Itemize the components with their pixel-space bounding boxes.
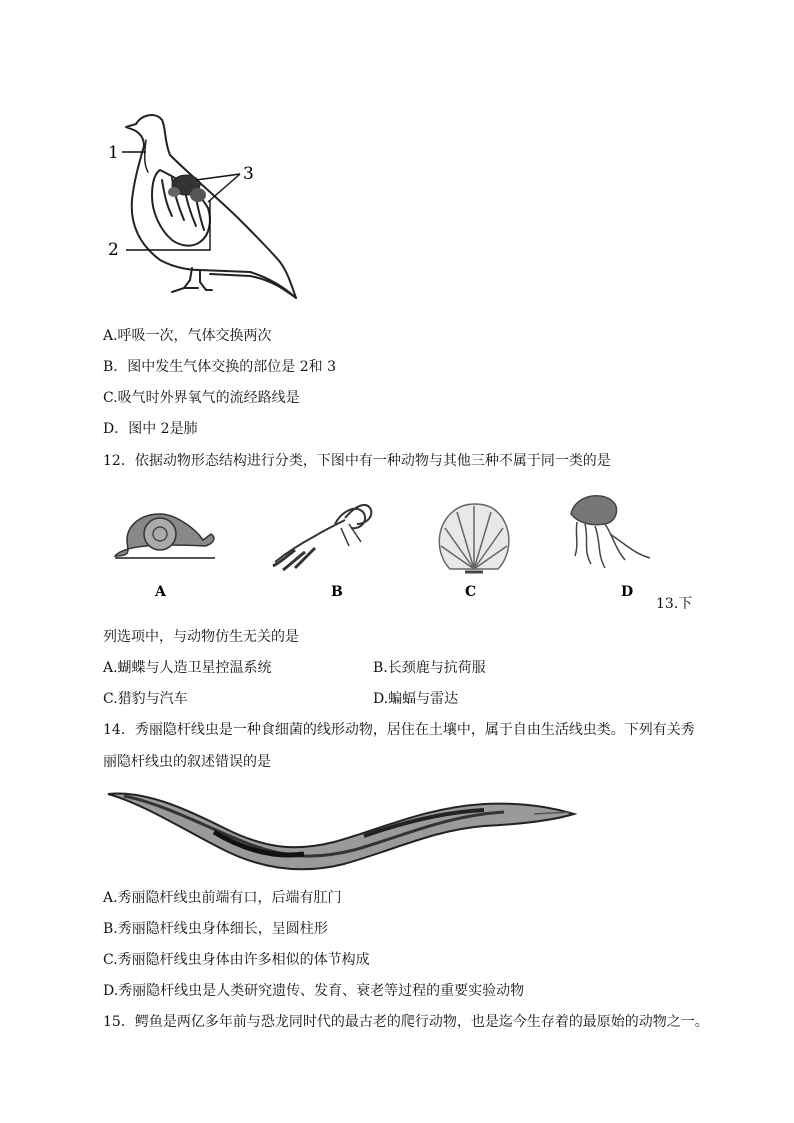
jellyfish-drawing: [571, 496, 650, 568]
q13-option-a: A.蝴蝶与人造卫星控温系统: [103, 660, 272, 676]
animal-label-a: A: [155, 584, 166, 600]
q13-option-d: D.蝙蝠与雷达: [373, 691, 459, 707]
animals-figure: [105, 484, 665, 608]
label-2: 2: [108, 240, 119, 260]
q11-option-d: D．图中 2是肺: [103, 421, 198, 437]
scallop-drawing: [439, 504, 509, 572]
q13-stem-start: 13.下: [656, 596, 693, 612]
animal-label-d: D: [621, 584, 634, 600]
q14-option-b: B.秀丽隐杆线虫身体细长，呈圆柱形: [103, 921, 328, 937]
q14-option-a: A.秀丽隐杆线虫前端有口，后端有肛门: [103, 890, 342, 906]
q14-stem-line2: 丽隐杆线虫的叙述错误的是: [103, 754, 271, 770]
q15-stem: 15．鳄鱼是两亿多年前与恐龙同时代的最古老的爬行动物，也是迄今生存着的最原始的动物之一。: [103, 1014, 709, 1030]
q14-option-d: D.秀丽隐杆线虫是人类研究遗传、发育、衰老等过程的重要实验动物: [103, 983, 525, 999]
label-3: 3: [243, 164, 254, 184]
q13-option-b: B.长颈鹿与抗荷服: [373, 660, 486, 676]
q11-option-b: B．图中发生气体交换的部位是 2和 3: [103, 359, 337, 375]
q13-option-c: C.猎豹与汽车: [103, 691, 188, 707]
nematode-figure: [104, 780, 580, 880]
animal-label-c: C: [465, 584, 477, 600]
q13-stem: 列选项中，与动物仿生无关的是: [103, 629, 299, 645]
animal-label-b: B: [331, 584, 343, 600]
pigeon-outline: [126, 124, 296, 298]
pigeon-respiration-figure: [100, 100, 310, 305]
q14-stem-line1: 14．秀丽隐杆线虫是一种食细菌的线形动物，居住在土壤中，属于自由生活线虫类。下列有关秀: [103, 722, 695, 738]
crayfish-drawing: [273, 505, 371, 570]
q11-option-a: A.呼吸一次，气体交换两次: [103, 328, 272, 344]
label-1: 1: [108, 143, 119, 163]
snail-drawing: [115, 514, 215, 558]
q12-stem: 12．依据动物形态结构进行分类，下图中有一种动物与其他三种不属于同一类的是: [103, 453, 611, 469]
q14-option-c: C.秀丽隐杆线虫身体由许多相似的体节构成: [103, 952, 370, 968]
q11-option-c: C.吸气时外界氧气的流经路线是: [103, 390, 300, 406]
